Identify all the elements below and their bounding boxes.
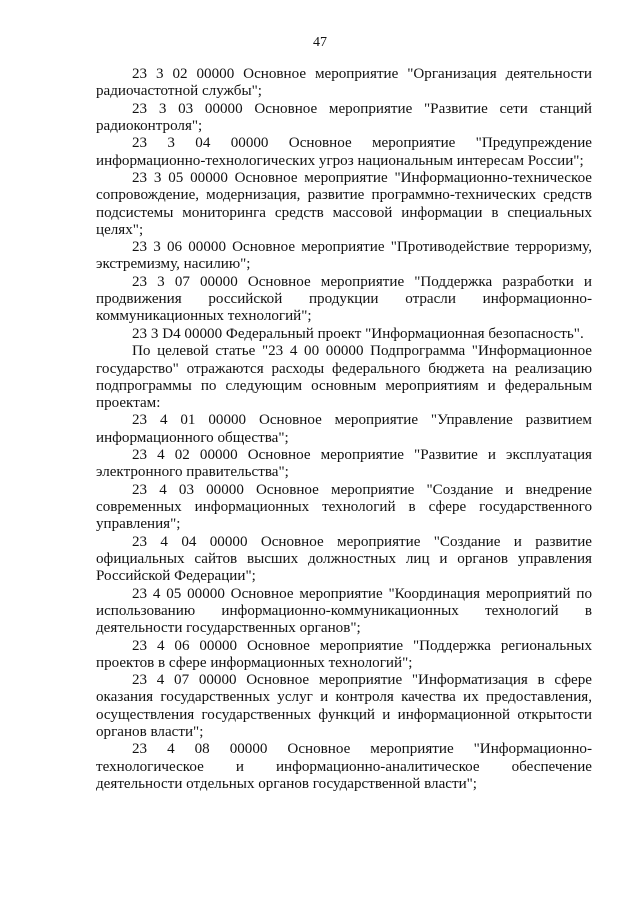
paragraph: По целевой статье "23 4 00 00000 Подпрограмма "Информационное государство" отражаются расходы федерального бюджета на реализацию подпрограммы по следующим основным мероприятиям и федеральным проектам: xyxy=(96,343,592,411)
paragraph: 23 3 02 00000 Основное мероприятие "Организация деятельности радиочастотной службы"; xyxy=(96,66,592,100)
paragraph: 23 4 06 00000 Основное мероприятие "Поддержка региональных проектов в сфере информационных технологий"; xyxy=(96,637,592,671)
paragraph: 23 3 D4 00000 Федеральный проект "Информационная безопасность". xyxy=(132,325,584,342)
paragraph: 23 4 05 00000 Основное мероприятие "Координация мероприятий по использованию информационно-коммуникационных технологий в деятельности государственных органов"; xyxy=(96,585,592,637)
paragraph: 23 4 04 00000 Основное мероприятие "Создание и развитие официальных сайтов высших должностных лиц и органов управления Российской Федерации"; xyxy=(96,533,592,585)
paragraph: 23 4 02 00000 Основное мероприятие "Развитие и эксплуатация электронного правительства"; xyxy=(96,447,592,481)
paragraph: 23 3 06 00000 Основное мероприятие "Противодействие терроризму, экстремизму, насилию"; xyxy=(96,239,592,273)
paragraph: 23 3 03 00000 Основное мероприятие "Развитие сети станций радиоконтроля"; xyxy=(96,100,592,134)
paragraph: 23 4 03 00000 Основное мероприятие "Создание и внедрение современных информационных технологий в сфере государственного управления"; xyxy=(96,481,592,533)
paragraph: 23 3 05 00000 Основное мероприятие "Информационно-техническое сопровождение, модернизация, развитие программно-технических средств подсистемы мониторинга средств массовой информации в специальных целях"; xyxy=(96,170,592,238)
paragraph: 23 4 01 00000 Основное мероприятие "Управление развитием информационного общества"; xyxy=(96,412,592,446)
page-number: 47 xyxy=(313,35,327,50)
body-text xyxy=(96,66,592,793)
paragraph: 23 3 07 00000 Основное мероприятие "Поддержка разработки и продвижения российской продукции отрасли информационно-коммуникационных технологий"; xyxy=(96,273,592,325)
paragraph: 23 4 07 00000 Основное мероприятие "Информатизация в сфере оказания государственных услуг и контроля качества их предоставления, осуществления государственных функций и информационной открытости органов власти"; xyxy=(96,672,592,740)
paragraph: 23 3 04 00000 Основное мероприятие "Предупреждение информационно-технологических угроз национальным интересам России"; xyxy=(96,135,592,169)
paragraph: 23 4 08 00000 Основное мероприятие "Информационно-технологическое и информационно-аналитическое обеспечение деятельности отдельных органов государственной власти"; xyxy=(96,741,592,792)
